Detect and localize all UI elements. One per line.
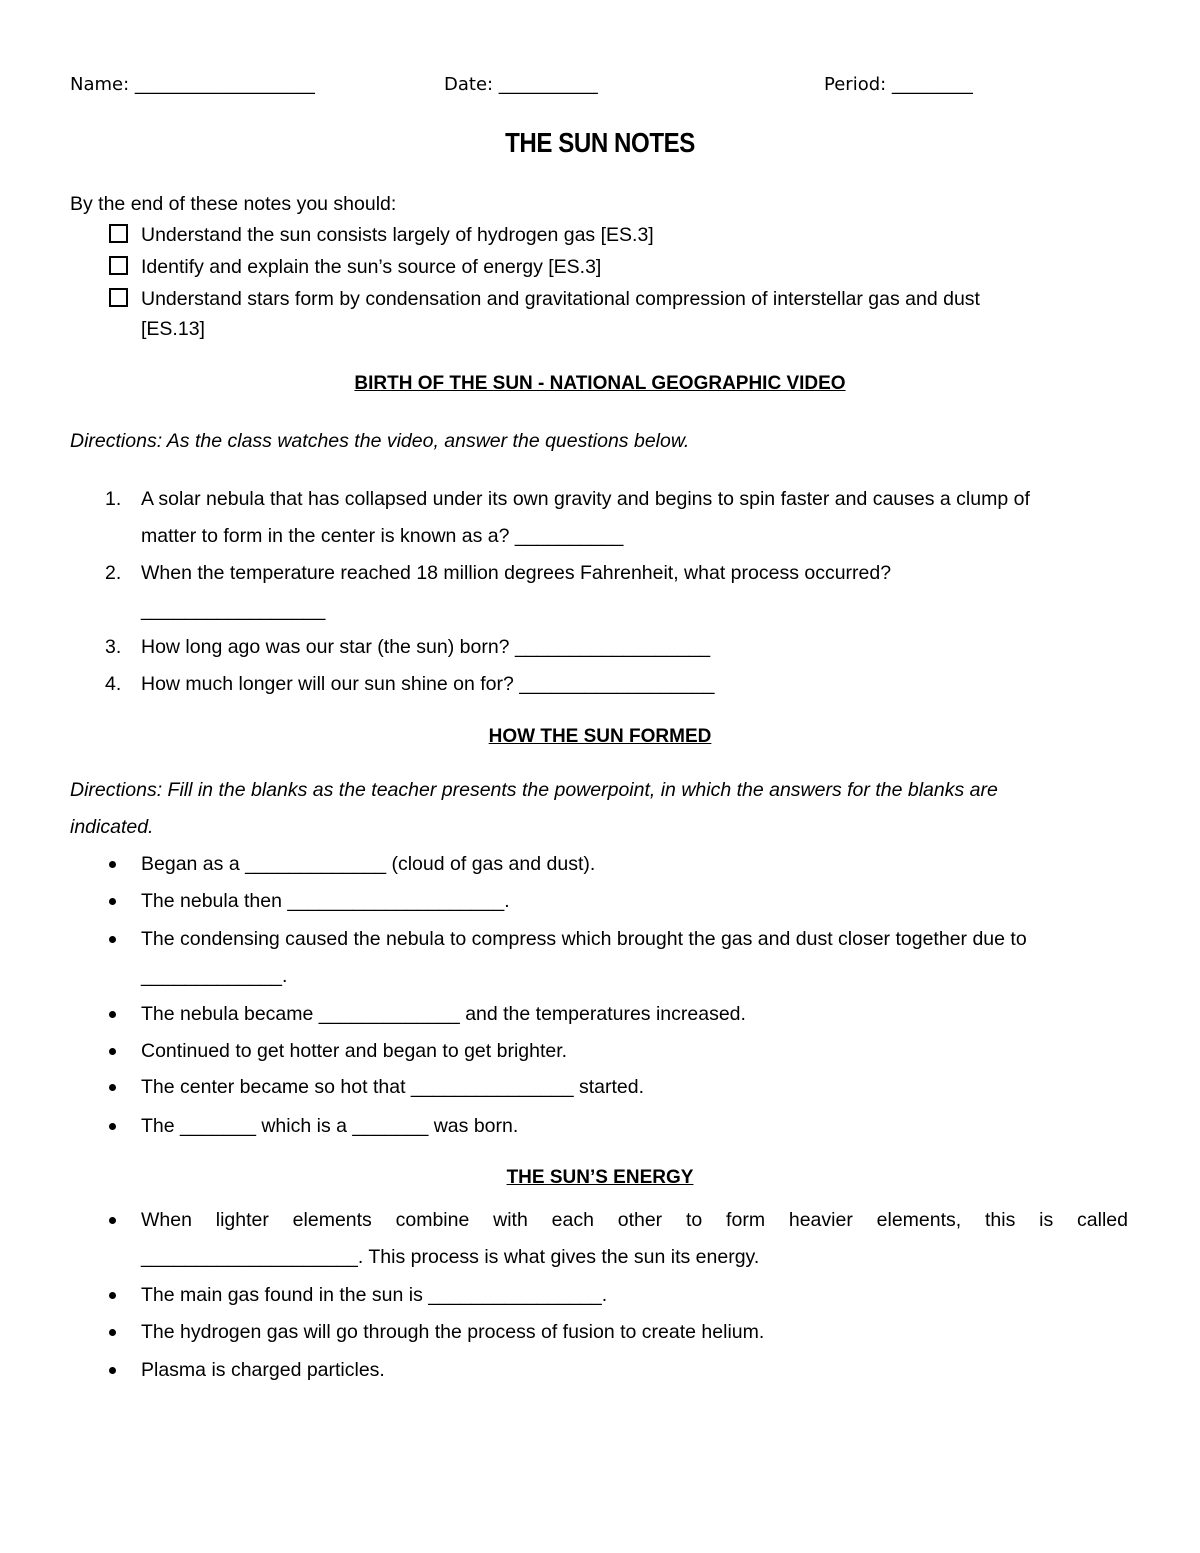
bullet-icon xyxy=(109,1367,116,1374)
formed-item-2[interactable]: The nebula then ____________________. xyxy=(141,890,510,912)
page-title: THE SUN NOTES xyxy=(505,127,695,158)
energy-item-4: Plasma is charged particles. xyxy=(141,1359,385,1381)
objective-3: Understand stars form by condensation and gravitational compression of interstellar gas and dust xyxy=(141,288,980,310)
energy-item-1: When lighter elements combine with each other to form heavier elements, this is called xyxy=(141,1209,1128,1231)
directions-video: Directions: As the class watches the video, answer the questions below. xyxy=(70,430,690,452)
objectives-intro: By the end of these notes you should: xyxy=(70,193,397,215)
objective-2: Identify and explain the sun’s source of energy [ES.3] xyxy=(141,256,602,278)
question-number: 3. xyxy=(105,636,122,658)
question-4-text[interactable]: How much longer will our sun shine on for? __________________ xyxy=(141,673,715,695)
objective-1: Understand the sun consists largely of hydrogen gas [ES.3] xyxy=(141,224,654,246)
name-field[interactable]: Name: ____________________ xyxy=(70,74,315,95)
section-heading-how-sun-formed: HOW THE SUN FORMED xyxy=(488,726,712,747)
bullet-icon xyxy=(109,898,116,905)
bullet-icon xyxy=(109,1048,116,1055)
bullet-icon xyxy=(109,1011,116,1018)
checkbox-objective-3[interactable] xyxy=(109,288,128,307)
bullet-icon xyxy=(109,1329,116,1336)
directions-powerpoint: Directions: Fill in the blanks as the teacher presents the powerpoint, in which the answers for the blanks are xyxy=(70,779,998,801)
period-field[interactable]: Period: _________ xyxy=(824,74,973,95)
question-2-text: When the temperature reached 18 million degrees Fahrenheit, what process occurred? xyxy=(141,562,892,584)
section-heading-birth-of-sun: BIRTH OF THE SUN - NATIONAL GEOGRAPHIC VIDEO xyxy=(354,373,846,394)
question-1-answer-line[interactable]: matter to form in the center is known as a? __________ xyxy=(141,525,624,547)
bullet-icon xyxy=(109,1292,116,1299)
section-heading-suns-energy: THE SUN’S ENERGY xyxy=(506,1167,694,1188)
bullet-icon xyxy=(109,1084,116,1091)
question-number: 2. xyxy=(105,562,122,584)
energy-item-2[interactable]: The main gas found in the sun is ________________. xyxy=(141,1284,608,1306)
formed-item-3: The condensing caused the nebula to compress which brought the gas and dust closer together due to xyxy=(141,928,1027,950)
bullet-icon xyxy=(109,1217,116,1224)
formed-item-7[interactable]: The _______ which is a _______ was born. xyxy=(141,1115,519,1137)
bullet-icon xyxy=(109,936,116,943)
energy-item-1-answer-line[interactable]: ____________________. This process is what gives the sun its energy. xyxy=(141,1246,760,1268)
bullet-icon xyxy=(109,861,116,868)
date-field[interactable]: Date: ___________ xyxy=(444,74,598,95)
question-1-text: A solar nebula that has collapsed under its own gravity and begins to spin faster and causes a clump of xyxy=(141,488,1030,510)
formed-item-1[interactable]: Began as a _____________ (cloud of gas and dust). xyxy=(141,853,596,875)
question-2-answer-line[interactable]: _________________ xyxy=(141,599,326,621)
question-number: 4. xyxy=(105,673,122,695)
objective-3-continued: [ES.13] xyxy=(141,318,205,340)
energy-item-3: The hydrogen gas will go through the process of fusion to create helium. xyxy=(141,1321,765,1343)
checkbox-objective-2[interactable] xyxy=(109,256,128,275)
formed-item-3-answer-line[interactable]: _____________. xyxy=(141,965,288,987)
question-number: 1. xyxy=(105,488,122,510)
question-3-text[interactable]: How long ago was our star (the sun) born? __________________ xyxy=(141,636,711,658)
formed-item-6[interactable]: The center became so hot that _______________ started. xyxy=(141,1076,645,1098)
bullet-icon xyxy=(109,1123,116,1130)
checkbox-objective-1[interactable] xyxy=(109,224,128,243)
directions-powerpoint-continued: indicated. xyxy=(70,816,154,838)
formed-item-4[interactable]: The nebula became _____________ and the temperatures increased. xyxy=(141,1003,746,1025)
formed-item-5: Continued to get hotter and began to get brighter. xyxy=(141,1040,568,1062)
